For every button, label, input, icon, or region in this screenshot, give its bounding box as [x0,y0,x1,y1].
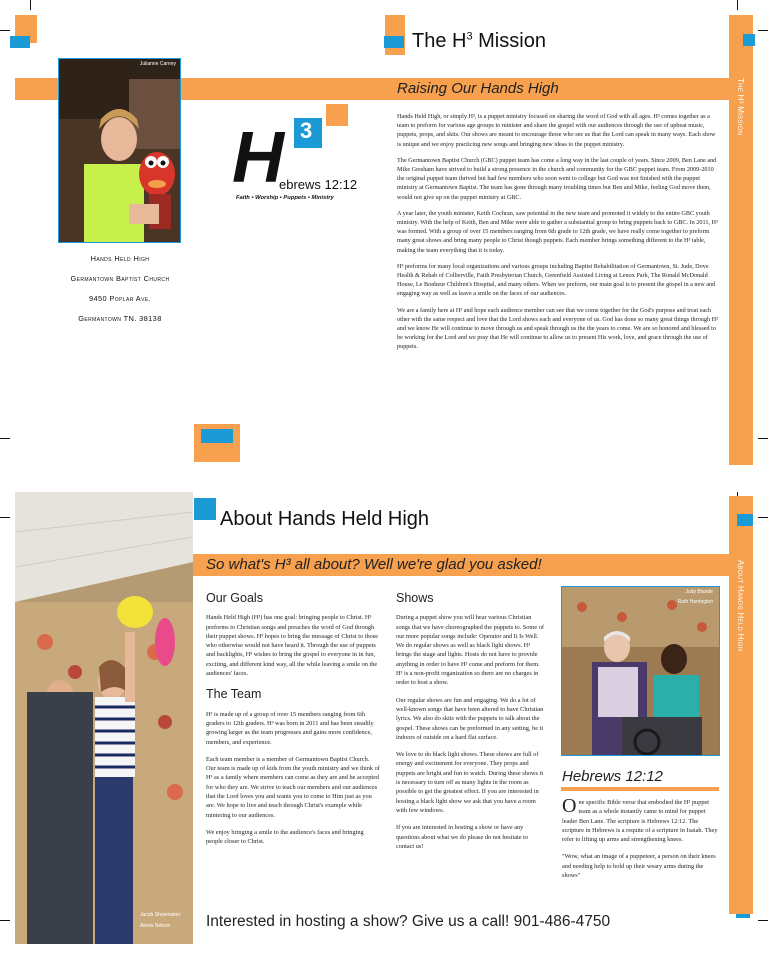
h3-logo [228,102,378,208]
mission-para-5: We are a family here at H³ and hope each audience member can see that we come together for the God's purpose and treat each other with the same respect and love that the Lord shows each and everyone of us. God has done so many great things through H³ and we know He will continue to move through us and speak through us the the years to come. We are so honored and blessed to be working for the Lord and we pray that He will continue to allow us to present His work, love, and grace through the use of puppets. [397,306,718,351]
page-2 [0,492,768,958]
column-shows [396,591,546,859]
shows-para-4: If you are interested in hosting a show or have any questions about what we do please do not hesitate to contact us! [396,824,529,850]
logo-letter: H [232,118,284,198]
address-line-1: Hands Held High [90,254,150,263]
address-line-3: 9450 Poplar Ave. [88,294,152,303]
title-suffix: Mission [472,30,546,52]
logo-verse: ebrews 12:12 [279,177,358,192]
address-line-4: Germantown TN. 38138 [78,314,162,323]
shows-para-2: Our regular shows are fun and engaging. We do a lot of well-known songs that have been altered to have Christian lyrics. We also do skits with the puppets to talk about the gospel. These shows can be preformed in any setting, be it indoors of outside on a hard flat surface. [396,696,544,741]
mission-para-3: A year later, the youth minister, Keith Cochran, saw potential in the new team and promoted it widely to the entire GBC youth ministry. With the help of Keith, Ben and Mike were able to gather a substantial group to bring puppets back to GBC. In 2011, H³ was formed. With a group of over 15 members ranging from 6th grade to 12th grade, we have really come together to preform many great shows and bring many people to Christ though puppets. Each member brings something different to the H³ table, making the team everything that it is today. [397,209,718,254]
page-1 [0,0,768,465]
hebrews-para-2: "Wow, what an image of a puppeteer, a person on their knees and needing help to hold up their weary arms during the shows" [562,853,716,880]
goals-text: Hands Held High (H³) has one goal: bringing people to Christ. H³ preforms to Christian songs and preaches the word of God through their puppet shows. H³ hopes to bring the message of Christ to those who otherwise would not have heard it. Through the use of puppets and backlights, H³ wishes to bring the gospel to everyone in in fun, exciting, and different kind way, all the while leaving a smile on the audiences' faces. [206,614,379,678]
logo-tagline: Faith • Worship • Puppets • Ministry [236,195,334,201]
photo-caption: Julianne Carney [139,61,176,67]
address-line-2: Germantown Baptist Church [70,274,170,283]
hebrews-underline [561,787,719,791]
hebrews-body [562,795,720,888]
shows-heading: Shows [396,591,434,605]
mission-body [397,112,719,359]
photo-judy-ruth [561,586,720,756]
shows-para-3: We love to do black light shows. These shows are full of energy and excitement for everyone. They props and puppets are bright and fun to watch. During these shows it is necessary to turn off as many lights in the room as possible to get the greatest effect. If you are interested in hosting a black light show we ask that you have a room with few windows. [396,751,544,814]
logo-sup: 3 [300,118,313,143]
photo-illustration-3 [562,587,720,756]
left-photo-caption-1: Jacob Shoemaker [140,912,181,918]
mission-para-4: H³ preforms for many local organizations and various groups including Baptist Rehabilitation of Germantown, St. Jude, Dove Health & Rehab of Collierville, Faith Presbyterian Church, Greenfield Assisted Living at Lenox Park, The Ronald McDonald House, Le Bonheur Children's Hospital, and many others. When we preform, our main goal is to present the gospel in a new and engaging way as well as leave a smile on the faces of our audiences. [397,262,716,298]
about-title: About Hands Held High [220,508,430,530]
banner-heading: Raising Our Hands High [397,80,559,97]
contact-footer: Interested in hosting a show? Give us a call! 901-486-4750 [206,913,611,930]
page-title [412,30,546,53]
title-prefix: The H [412,30,467,52]
left-photo-caption-2: Alexis Nelson [140,923,171,929]
photo-julianne [58,58,181,243]
about-banner: So what's H³ all about? Well we're glad you asked! [206,556,542,573]
column-goals-team [206,591,380,855]
hebrews-para-1 [562,795,720,844]
address-block [40,254,200,323]
shows-para-1: During a puppet show you will hear various Christian songs that we have choreographed the puppets to. Some of our more popular songs include: Operator and It Is Well. We do regular shows as well as black light shows. H³ brings the stage and lights. Hosts do not have to provide anything in order to have H³ come and preform for them. H³ is a non-profit organization so there are no charges in order to host a show. [396,614,544,687]
photo-illustration-2 [15,492,193,944]
mission-para-1: Hands Held High, or simply H³, is a puppet ministry focused on sharing the word of God with all ages. H³ comes together as a team to preform for various age groups to minister and share the gospel with our audiences through the use of upbeat music, puppets, props, and skits. Our shows are meant to encourage those who see us that the Lord can speak in many ways. Each show is unique and we enjoy practicing new songs and bringing new ideas to the puppet ministry. [397,113,716,148]
team-heading: The Team [206,687,262,702]
hebrews-heading: Hebrews 12:12 [562,768,663,785]
side-label: The H³ Mission [736,78,745,136]
side-label-2: About Hands Held High [736,560,745,652]
mission-para-2: The Germantown Baptist Church (GBC) puppet team has come a long way in the last couple of years. Since 2009, Ben Lane and Mike Gresham have strived to build a strong presence in the church and community for the GBC puppet team. From 2009-2010 the original puppet team thrived but had few members who soon went to college but God was not finished with the puppet ministry at Germantown Baptist. The team has gone through many troubling times but Ben and Mike, feeling God move them, would not give up on the puppet ministry at GBC. [397,156,717,201]
right-photo-caption-2: Ruth Harrington [677,599,713,605]
photo-jacob-alexis [15,492,193,944]
team-para-3: We enjoy bringing a smile to the audience's faces and bringing people closer to Christ. [206,828,364,846]
team-para-2: Each team member is a member of Germantown Baptist Church. Our team is made up of kids from the youth ministry and we think of H³ as a family where members can come as they are and be accepted for who they are. We strive to teach our members and our audiences that the Lord loves you and wants you to come to Him just as you are. We hope to live and teach through Christ's example while mintering to our audiences. [206,755,380,819]
goals-heading: Our Goals [206,591,263,605]
title-sup: 3 [466,30,473,43]
photo-illustration [59,59,181,243]
hebrews-para-1-text: ne specific Bible verse that embodied the H³ puppet team as a whole instantly came to mind for puppet leader Ben Lane. The scripture is Hebrews 12:12. The scripture in Hebrews is a requite of a scripture in Isaiah. They refer to lifting up arms and strengthening knees. [562,799,718,844]
hebrews-dropcap: O [562,795,577,817]
right-photo-caption-1: Judy Blande [685,589,713,595]
team-para-1: H³ is made up of a group of over 15 members ranging from 6th graders to 12th graders. H³ was born in 2011 and has been steadily growing larger as the team progresses and gains more confidence, members, and experience. [206,710,374,746]
